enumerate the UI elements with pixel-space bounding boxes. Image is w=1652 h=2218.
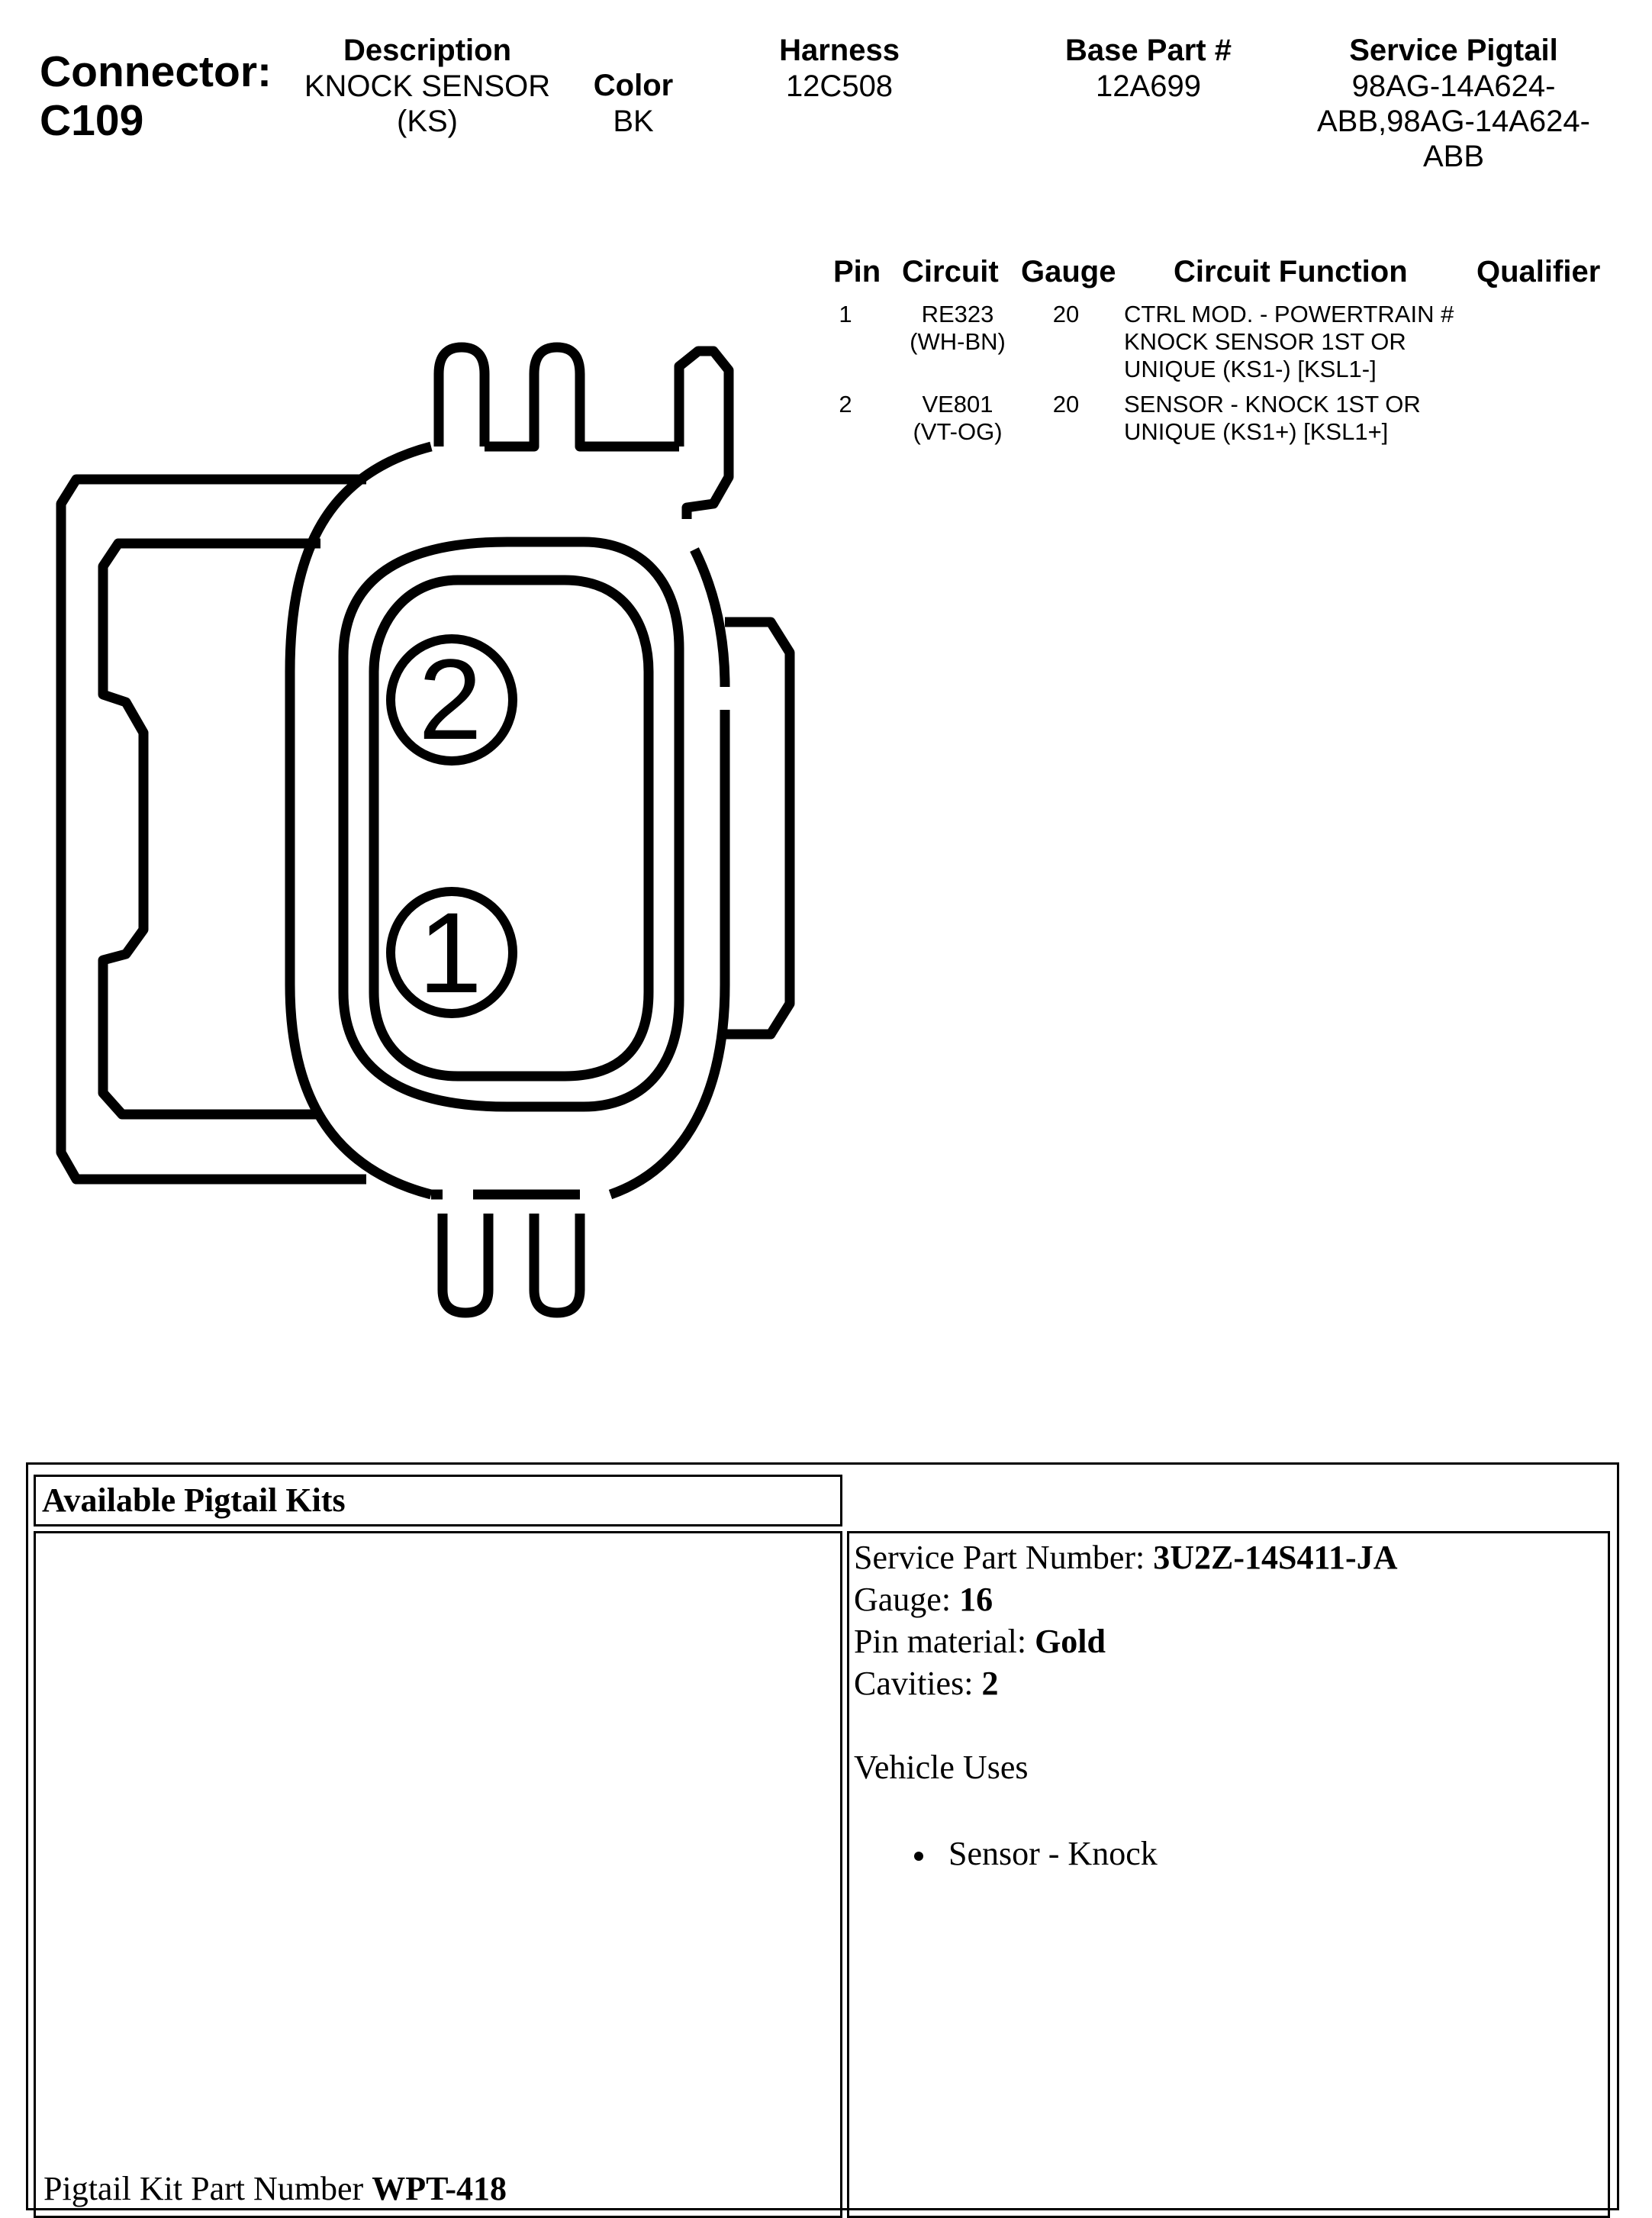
cavities-label: Cavities: [854,1665,982,1702]
latch-right [679,351,729,519]
harness-title: Harness [779,34,900,67]
circuit-value: VE801 (VT-OG) [913,391,1003,445]
pin-material-value: Gold [1035,1623,1106,1660]
bottom-tab-right [534,1214,580,1313]
gauge-label: Gauge: [854,1581,960,1618]
pin-2-label: 2 [418,635,482,763]
pigtail-kit-image-cell [34,1531,842,2218]
pigtail-kit-details-cell [847,1531,1610,2218]
pigtail-kit-part-value: WPT-418 [372,2170,507,2207]
latch-middle [485,347,679,447]
pigtail-kit-part-number [43,2168,507,2210]
harness-value: 12C508 [785,69,894,103]
color-title: Color [593,69,674,102]
service-pigtail-title: Service Pigtail [1349,34,1558,67]
pin-header: Pin [833,255,881,289]
description-value: KNOCK SENSOR (KS) [304,69,551,138]
body-right-outline [610,710,725,1194]
base-part-column [1030,32,1267,104]
circuit-function-header: Circuit Function [1174,255,1408,289]
circuit-value: RE323 (WH-BN) [910,301,1006,355]
pin-material-label: Pin material: [854,1623,1035,1660]
qualifier-header: Qualifier [1476,255,1601,289]
bottom-tab-left [443,1214,488,1313]
pin-1-label: 1 [418,888,482,1017]
cavities-line [854,1662,1397,1704]
service-part-number-line [854,1536,1397,1578]
service-pigtail-column [1290,32,1618,174]
connector-id: C109 [40,96,144,145]
gauge-line [854,1578,1397,1620]
description-title: Description [343,34,512,67]
cavities-value: 2 [981,1665,999,1702]
pin-material-line [854,1620,1397,1662]
service-pigtail-value: 98AG-14A624- ABB,98AG-14A624- ABB [1317,69,1590,173]
base-part-value: 12A699 [1096,69,1201,103]
gauge-header: Gauge [1021,255,1116,289]
circuit-header: Circuit [902,255,999,289]
list-item: Sensor - Knock [854,1833,1397,1875]
pigtail-kits-heading: Available Pigtail Kits [42,1481,346,1519]
connector-label: Connector: [40,47,272,96]
vehicle-uses-list [854,1833,1397,1875]
base-part-title: Base Part # [1065,34,1232,67]
gauge-value: 20 [1052,301,1080,327]
color-value: BK [613,105,654,138]
service-part-number-value: 3U2Z-14S411-JA [1153,1539,1398,1576]
inner-seal-outline [343,542,679,1107]
connector-face-diagram [0,0,839,1374]
pigtail-kit-part-label: Pigtail Kit Part Number [43,2170,372,2207]
pigtail-kits-title [34,1475,842,1526]
vehicle-uses-title: Vehicle Uses [854,1749,1029,1786]
gauge-value: 16 [959,1581,993,1618]
pin-number: 1 [839,301,852,327]
side-latch [725,622,790,1034]
pin-number: 2 [839,391,852,417]
service-part-number-label: Service Part Number: [854,1539,1154,1576]
latch-left [439,347,485,447]
gauge-value: 20 [1052,391,1080,417]
circuit-function-value: CTRL MOD. - POWERTRAIN # KNOCK SENSOR 1ST OR UNIQUE (KS1-) [KSL1-] [1124,301,1454,382]
circuit-function-value: SENSOR - KNOCK 1ST OR UNIQUE (KS1+) [KSL1+] [1124,391,1421,445]
